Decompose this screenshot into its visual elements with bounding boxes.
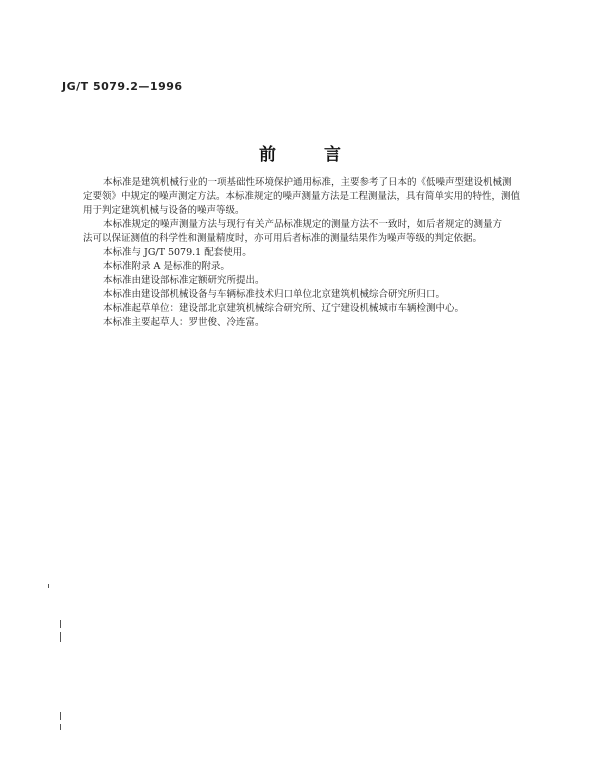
text-line: 用于判定建筑机械与设备的噪声等级。 [83, 205, 245, 216]
text-line: 法可以保证测值的科学性和测量精度时，亦可用后者标准的测量结果作为噪声等级的判定依据。 [83, 233, 483, 244]
text-line: 本标准与 JG/T 5079.1 配套使用。 [103, 247, 252, 258]
text-line: 本标准规定的噪声测量方法与现行有关产品标准规定的测量方法不一致时，如后者规定的测量方 [103, 219, 503, 230]
paragraph-appendix [83, 260, 529, 274]
scan-mark [60, 712, 61, 720]
foreword-body [83, 176, 529, 330]
scan-mark [60, 632, 61, 642]
scan-mark [48, 584, 49, 588]
text-line: 本标准是建筑机械行业的一项基础性环境保护通用标准，主要参考了日本的《低噪声型建设机械测 [103, 177, 512, 188]
text-line: 本标准主要起草人：罗世俊、冷连富。 [103, 317, 265, 328]
text-line: 本标准由建设部机械设备与车辆标准技术归口单位北京建筑机械综合研究所归口。 [103, 289, 446, 300]
paragraph-scope [83, 176, 529, 218]
scan-mark [60, 724, 61, 730]
page-title: 前言 [259, 145, 389, 165]
text-line: 定要领》中规定的噪声测定方法。本标准规定的噪声测量方法是工程测量法，具有简单实用的特性，测值 [83, 191, 521, 202]
text-line: 本标准起草单位：建设部北京建筑机械综合研究所、辽宁建设机械城市车辆检测中心。 [103, 303, 465, 314]
text-line: 本标准由建设部标准定额研究所提出。 [103, 275, 265, 286]
paragraph-proposer [83, 274, 529, 288]
paragraph-method [83, 218, 529, 246]
scan-mark [60, 620, 61, 628]
standard-code: JG/T 5079.2—1996 [62, 80, 183, 93]
paragraph-drafting-units [83, 302, 529, 316]
paragraph-companion [83, 246, 529, 260]
paragraph-administrator [83, 288, 529, 302]
text-line: 本标准附录 A 是标准的附录。 [103, 261, 230, 272]
paragraph-drafters [83, 316, 529, 330]
